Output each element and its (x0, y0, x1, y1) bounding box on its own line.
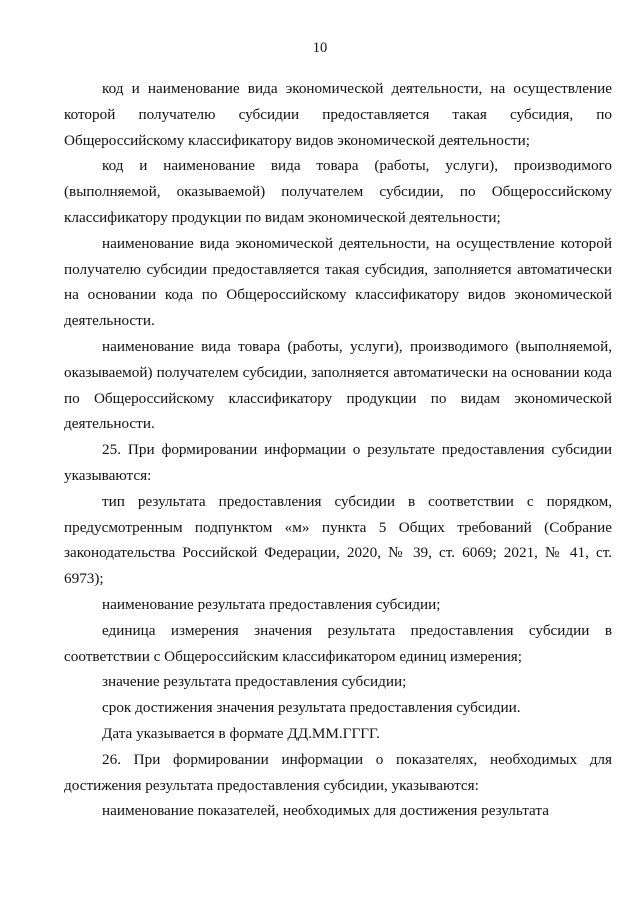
paragraph-unit: единица измерения значения результата предоставления субсидии в соответствии с Общероссийским классификатором единиц измерения; (64, 621, 612, 665)
paragraph-result-type: тип результата предоставления субсидии в соответствии с порядком, предусмотренным подпунктом «м» пункта 5 Общих требований (Собрание законодательства Российской Федерации, 2020, № 39, ст. 6069; 2021, № 41, ст. 6973); (64, 492, 612, 588)
paragraph-result-name: наименование результата предоставления субсидии; (102, 595, 441, 613)
paragraph-indicators: наименование показателей, необходимых для достижения результата (102, 802, 549, 820)
paragraph-deadline: срок достижения значения результата предоставления субсидии. (102, 699, 521, 717)
page-number: 10 (312, 40, 328, 56)
paragraph-okpd-name: наименование вида товара (работы, услуги), производимого (выполняемой, оказываемой) получателем субсидии, заполняется автоматически на основании кода по Общероссийскому классификатору продукции по видам экономической деятельности. (64, 337, 612, 433)
paragraph-okved-name: наименование вида экономической деятельности, на осуществление которой получателю субсидии предоставляется такая субсидия, заполняется автоматически на основании кода по Общероссийскому классификатору видов экономической деятельности. (64, 234, 612, 330)
paragraph-result-value: значение результата предоставления субсидии; (102, 673, 407, 691)
paragraph-okved-code: код и наименование вида экономической деятельности, на осуществление которой получателю субсидии предоставляется такая субсидия, по Общероссийскому классификатору видов экономической деятельности; (64, 80, 612, 149)
paragraph-okpd-code: код и наименование вида товара (работы, услуги), производимого (выполняемой, оказываемой) получателем субсидии, по Общероссийскому классификатору продукции по видам экономической деятельности; (64, 157, 612, 226)
paragraph-item-25: 25. При формировании информации о результате предоставления субсидии указываются: (64, 441, 612, 484)
paragraph-item-26: 26. При формировании информации о показателях, необходимых для достижения результата предоставления субсидии, указываются: (64, 750, 612, 794)
paragraph-date-format: Дата указывается в формате ДД.ММ.ГГГГ. (102, 724, 380, 742)
document-body (64, 76, 612, 824)
